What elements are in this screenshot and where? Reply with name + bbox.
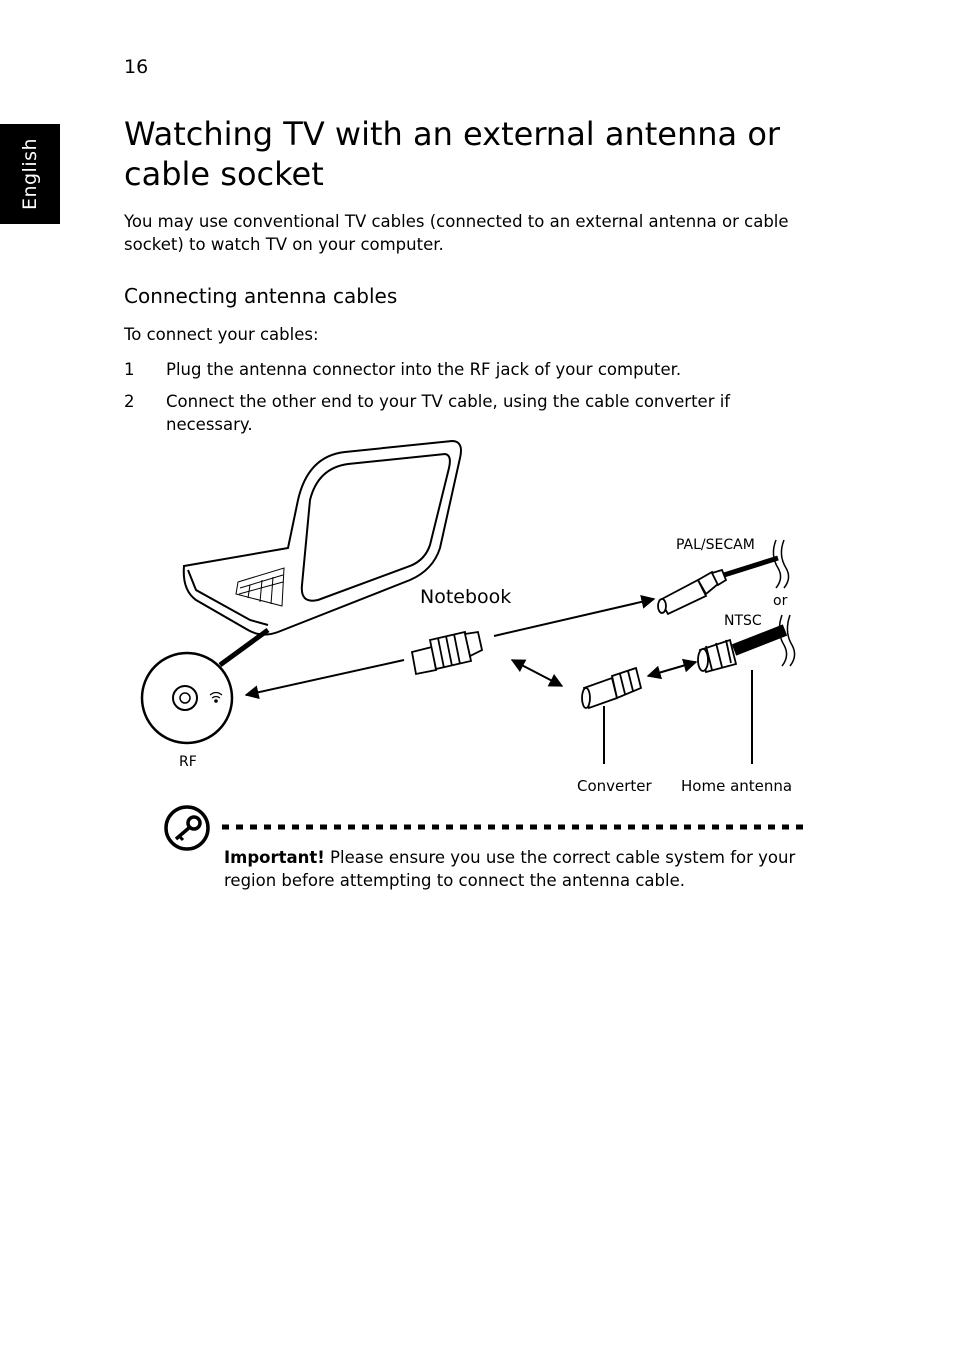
- rf-jack-callout: [142, 653, 232, 743]
- ntsc-label: NTSC: [724, 613, 762, 629]
- antenna-connector-icon: [412, 632, 482, 674]
- antenna-connection-diagram: [0, 430, 954, 810]
- step-text: Connect the other end to your TV cable, using the cable converter if necessary.: [166, 392, 731, 434]
- pal-secam-label: PAL/SECAM: [676, 537, 755, 553]
- important-text: Please ensure you use the correct cable system for your region before attempting to connect the antenna cable.: [224, 848, 796, 890]
- converter-icon: [582, 668, 641, 708]
- ntsc-connector-icon: [698, 630, 785, 672]
- converter-label: Converter: [577, 777, 652, 795]
- home-antenna-label: Home antenna: [681, 777, 793, 795]
- step-text: Plug the antenna connector into the RF jack of your computer.: [166, 360, 682, 379]
- important-note: [224, 846, 814, 892]
- page-title: Watching TV with an external antenna or cable socket: [124, 115, 781, 193]
- page-number: 16: [124, 56, 149, 78]
- intro-paragraph: You may use conventional TV cables (connected to an external antenna or cable socket) to watch TV on your computer.: [124, 212, 789, 254]
- rf-label: RF: [179, 754, 197, 770]
- important-label: Important!: [224, 848, 325, 867]
- language-tab: [0, 124, 60, 224]
- step-number: 2: [124, 392, 135, 411]
- step-number: 1: [124, 360, 135, 379]
- note-divider: [222, 824, 808, 830]
- pal-secam-connector-icon: [658, 558, 778, 614]
- steps-lead: To connect your cables:: [124, 325, 319, 344]
- section-subheading: Connecting antenna cables: [124, 284, 398, 308]
- important-key-icon: [164, 805, 212, 853]
- or-label: or: [773, 593, 788, 609]
- notebook-label: Notebook: [420, 586, 512, 608]
- notebook-illustration: [184, 441, 461, 665]
- language-tab-label: English: [19, 137, 41, 211]
